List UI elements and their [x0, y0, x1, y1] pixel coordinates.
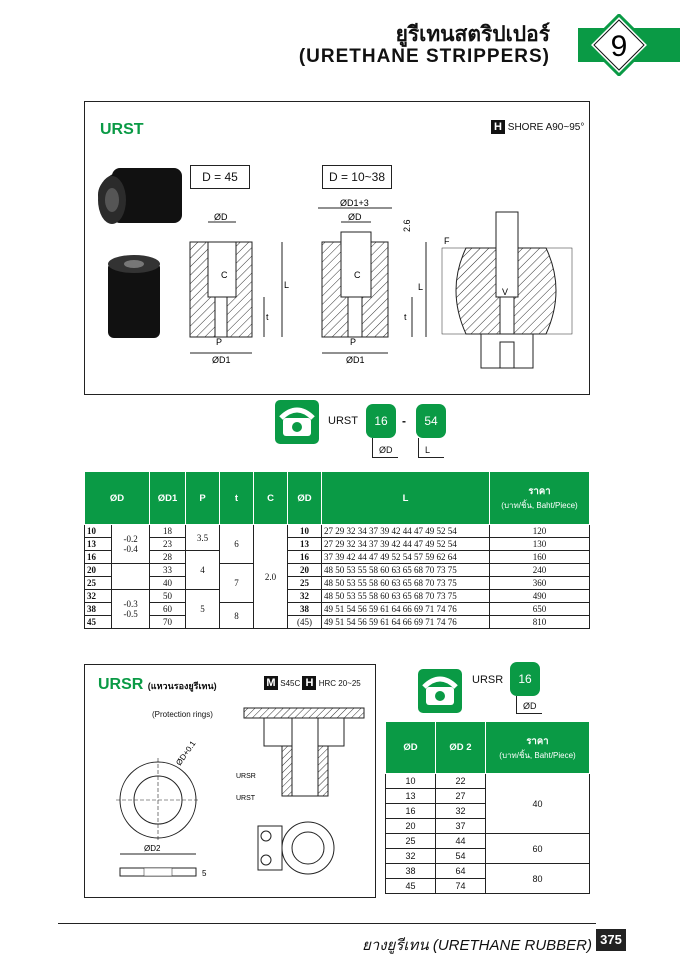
urst-product-photo-1 [98, 168, 182, 224]
order2-od-label: ØD [516, 696, 542, 714]
svg-text:C: C [354, 270, 361, 280]
svg-text:2.6: 2.6 [402, 219, 412, 232]
ursr-assembly-view [236, 708, 364, 874]
order-l-value: 54 [416, 404, 446, 438]
table-row: 13 27 [386, 789, 590, 804]
urst-hardness [491, 120, 584, 134]
svg-text:ØD1: ØD1 [346, 355, 365, 365]
urst-product-photo-2 [108, 255, 160, 338]
ursr-materials: M S45C H HRC 20~25 [264, 676, 361, 690]
hardness-text: SHORE A90~95° [507, 122, 585, 133]
order-od-value: 16 [366, 404, 396, 438]
ursr-label-thai: (แหวนรองยูรีเทน) [147, 681, 217, 691]
table-row: 45 70 (45) 49 51 54 56 59 61 64 66 69 71 74 76 810 [85, 616, 590, 629]
ursr-label: URSR [98, 676, 144, 693]
page-title-thai: ยูรีเทนสตริปเปอร์ [395, 23, 550, 46]
urst-assembly-drawing [442, 212, 572, 368]
urst-label: URST [100, 121, 144, 138]
table-row: 38 64 80 [386, 864, 590, 879]
svg-text:URST: URST [236, 795, 256, 802]
d-45-box: D = 45 [190, 165, 250, 189]
svg-text:t: t [404, 312, 407, 322]
urst-price-table: ØD ØD1 P t C ØD L ราคา (บาท/ชิ้น, Baht/Piece) 10 -0.2 -0.4 18 3.5 6 2.0 10 27 29 32 34 37 39 42 44 47 49 52 54 120 13 23 13 27 29 32 34 37 39 42 44 47 49 52 54 130 16 28 4 16 37 39 42 44 47 49 52 54 57 59 62 64 160 20 33 7 20 48 50 53 55 58 60 63 65 68 70 73 75 240 25 40 25 48 50 53 55 58 60 63 65 68 70 73 75 360 32 -0.3 -0.5 50 5 32 48 50 53 55 58 60 63 65 68 70 73 75 490 38 60 8 38 49 51 54 56 59 61 64 66 69 71 74 76 650 45 70 (45) 49 51 54 56 59 61 64 66 69 71 74 76 810 [84, 471, 590, 629]
table-row: 32 54 [386, 849, 590, 864]
price-header: ราคา [528, 486, 551, 497]
svg-text:ØD: ØD [348, 212, 362, 222]
order-l-label: L [418, 438, 444, 458]
material-m-icon: M [264, 676, 278, 690]
order-code-urst: URST [328, 415, 358, 427]
table-row: 16 32 [386, 804, 590, 819]
d-range-box: D = 10~38 [322, 165, 392, 189]
svg-text:C: C [221, 270, 228, 280]
table-row: 10 22 40 [386, 774, 590, 789]
svg-text:P: P [216, 337, 223, 347]
ring-side-view [120, 868, 207, 878]
table-row: 32 -0.3 -0.5 50 5 32 48 50 53 55 58 60 63 65 68 70 73 75 490 [85, 590, 590, 603]
svg-text:ØD1: ØD1 [212, 355, 231, 365]
svg-text:URSR: URSR [236, 773, 256, 780]
svg-text:ØD+0.1: ØD+0.1 [174, 739, 198, 768]
section-number: 9 [610, 30, 628, 63]
table-row: 25 40 25 48 50 53 55 58 60 63 65 68 70 73 75 360 [85, 577, 590, 590]
page-title-english: (URETHANE STRIPPERS) [298, 46, 550, 67]
svg-text:L: L [284, 280, 290, 290]
order-code-ursr: URSR [472, 674, 504, 686]
footer-divider [58, 923, 596, 924]
material-h-icon: H [302, 676, 316, 690]
svg-text:ØD1+3: ØD1+3 [340, 198, 369, 208]
order-od-label: ØD [372, 438, 398, 458]
section-number-badge [588, 14, 650, 76]
svg-text:ØD2: ØD2 [144, 844, 161, 853]
urst-section-d45 [190, 212, 289, 365]
svg-text:L: L [418, 282, 424, 292]
svg-text:P: P [350, 337, 357, 347]
svg-text:F: F [444, 236, 450, 246]
svg-text:V: V [502, 287, 509, 297]
table-row: 45 74 [386, 879, 590, 894]
table-row: 10 -0.2 -0.4 18 3.5 6 2.0 10 27 29 32 34 37 39 42 44 47 49 52 54 120 [85, 525, 590, 538]
table-row: 16 28 4 16 37 39 42 44 47 49 52 54 57 59 62 64 160 [85, 551, 590, 564]
urst-section-d10-38 [318, 198, 426, 365]
table-row: 20 33 7 20 48 50 53 55 58 60 63 65 68 70 73 75 240 [85, 564, 590, 577]
page-number: 375 [596, 929, 626, 951]
table-row: 25 44 60 [386, 834, 590, 849]
ring-top-view [116, 739, 200, 854]
table-row: 38 60 8 38 49 51 54 56 59 61 64 66 69 71 74 76 650 [85, 603, 590, 616]
order2-od-value: 16 [510, 662, 540, 696]
svg-text:t: t [266, 312, 269, 322]
footer-text: ยางยูรีเทน (URETHANE RUBBER) [362, 937, 592, 954]
protection-rings-note: (Protection rings) [152, 710, 213, 719]
phone-order-icon [275, 400, 319, 444]
svg-text:5: 5 [202, 869, 207, 878]
ursr-price-table: ØD ØD 2 ราคา (บาท/ชิ้น, Baht/Piece) 10 22 40 13 27 16 32 20 37 25 44 60 32 54 38 64 80 45 74 [385, 721, 590, 894]
order-dash: - [402, 414, 406, 428]
urst-technical-drawing [86, 150, 586, 390]
hardness-icon: H [491, 120, 505, 134]
svg-text:ØD: ØD [214, 212, 228, 222]
ursr-technical-drawing [86, 700, 374, 896]
table-row: 20 37 [386, 819, 590, 834]
phone-order-icon-2 [418, 669, 462, 713]
ursr-label-group [98, 676, 217, 694]
table-row: 13 23 13 27 29 32 34 37 39 42 44 47 49 52 54 130 [85, 538, 590, 551]
